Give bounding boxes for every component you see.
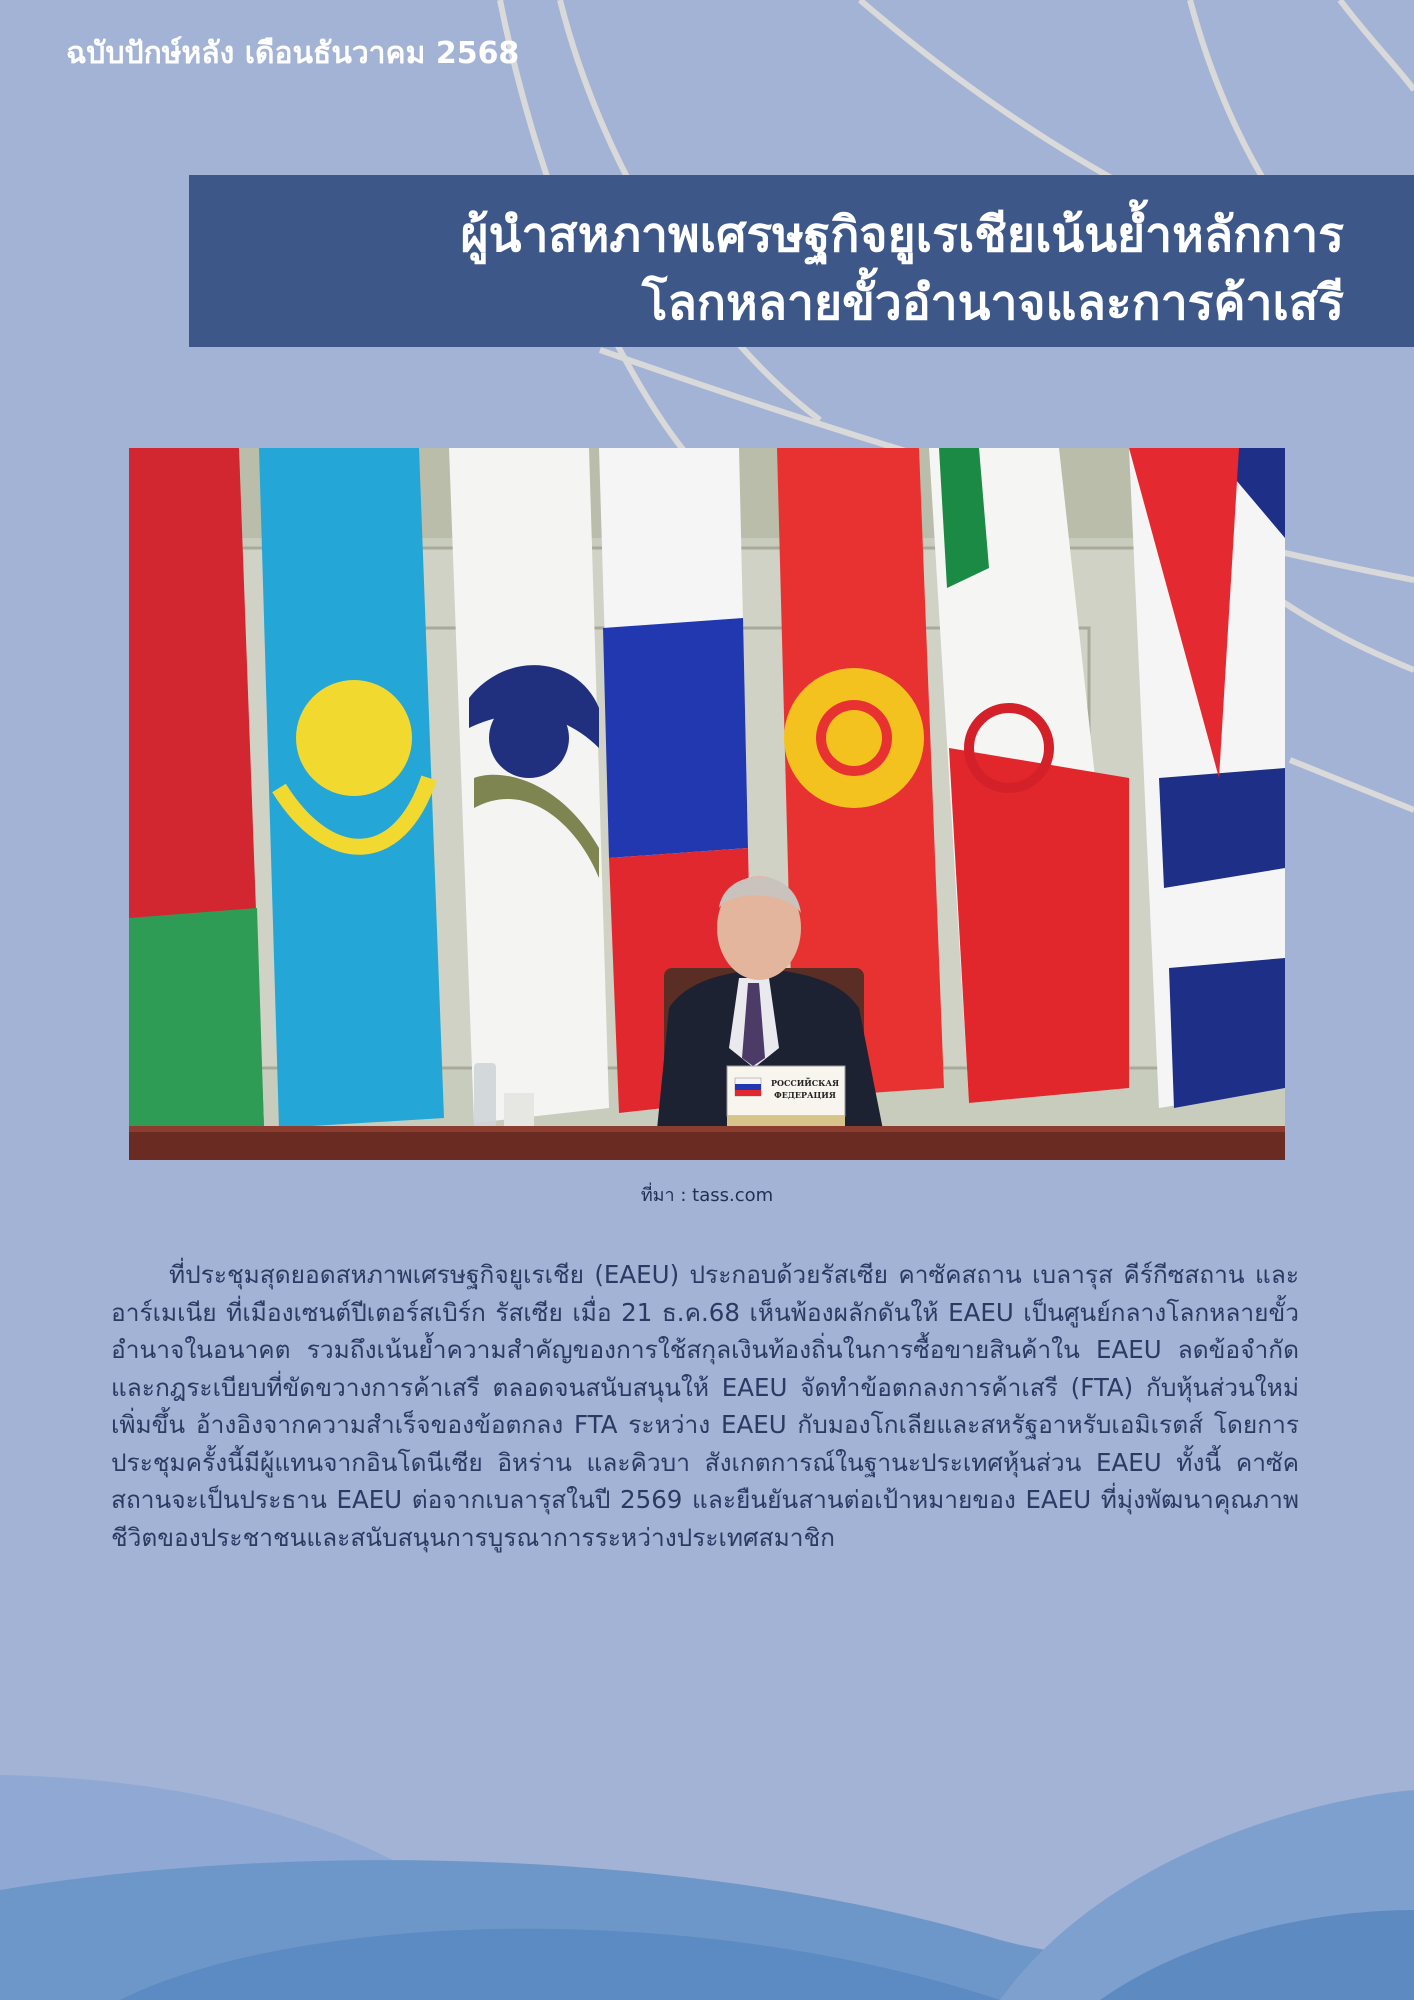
nameplate <box>727 1066 845 1130</box>
nameplate-line-1: РОССИЙСКАЯ <box>770 1078 840 1088</box>
flag-kazakhstan <box>259 448 444 1128</box>
background-waves <box>0 1740 1414 2000</box>
article-body: ที่ประชุมสุดยอดสหภาพเศรษฐกิจยูเรเชีย (EAEU) ประกอบด้วยรัสเซีย คาซัคสถาน เบลารุส คีร์กีซสถาน และอาร์เมเนีย ที่เมืองเซนต์ปีเตอร์สเบิร์ก รัสเซีย เมื่อ 21 ธ.ค.68 เห็นพ้องผลักดันให้ EAEU เป็นศูนย์กลางโลกหลายขั้วอำนาจในอนาคต รวมถึงเน้นย้ำความสำคัญของการใช้สกุลเงินท้องถิ่นในการซื้อขายสินค้าใน EAEU ลดข้อจำกัดและกฎระเบียบที่ขัดขวางการค้าเสรี ตลอดจนสนับสนุนให้ EAEU จัดทำข้อตกลงการค้าเสรี (FTA) กับหุ้นส่วนใหม่เพิ่มขึ้น อ้างอิงจากความสำเร็จของข้อตกลง FTA ระหว่าง EAEU กับมองโกเลียและสหรัฐอาหรับเอมิเรตส์ โดยการประชุมครั้งนี้มีผู้แทนจากอินโดนีเซีย อิหร่าน และคิวบา สังเกตการณ์ในฐานะประเทศหุ้นส่วน EAEU ทั้งนี้ คาซัคสถานจะเป็นประธาน EAEU ต่อจากเบลารุสในปี 2569 และยืนยันสานต่อเป้าหมายของ EAEU ที่มุ่งพัฒนาคุณภาพชีวิตของประชาชนและสนับสนุนการบูรณาการระหว่างประเทศสมาชิก <box>111 1260 1299 1552</box>
article-title-line-1: ผู้นำสหภาพเศรษฐกิจยูเรเชียเน้นย้ำหลักการ <box>460 207 1344 263</box>
issue-date: ฉบับปักษ์หลัง เดือนธันวาคม 2568 <box>66 36 520 71</box>
flags-photo-illustration <box>129 448 1285 1160</box>
article-title-line-2: โลกหลายขั้วอำนาจและการค้าเสรี <box>641 275 1344 331</box>
flag-eaeu <box>449 448 609 1123</box>
nameplate-line-2: ФЕДЕРАЦИЯ <box>774 1090 836 1100</box>
title-banner <box>189 175 1414 347</box>
news-photo <box>129 448 1285 1160</box>
photo-caption: ที่มา : tass.com <box>640 1185 774 1206</box>
